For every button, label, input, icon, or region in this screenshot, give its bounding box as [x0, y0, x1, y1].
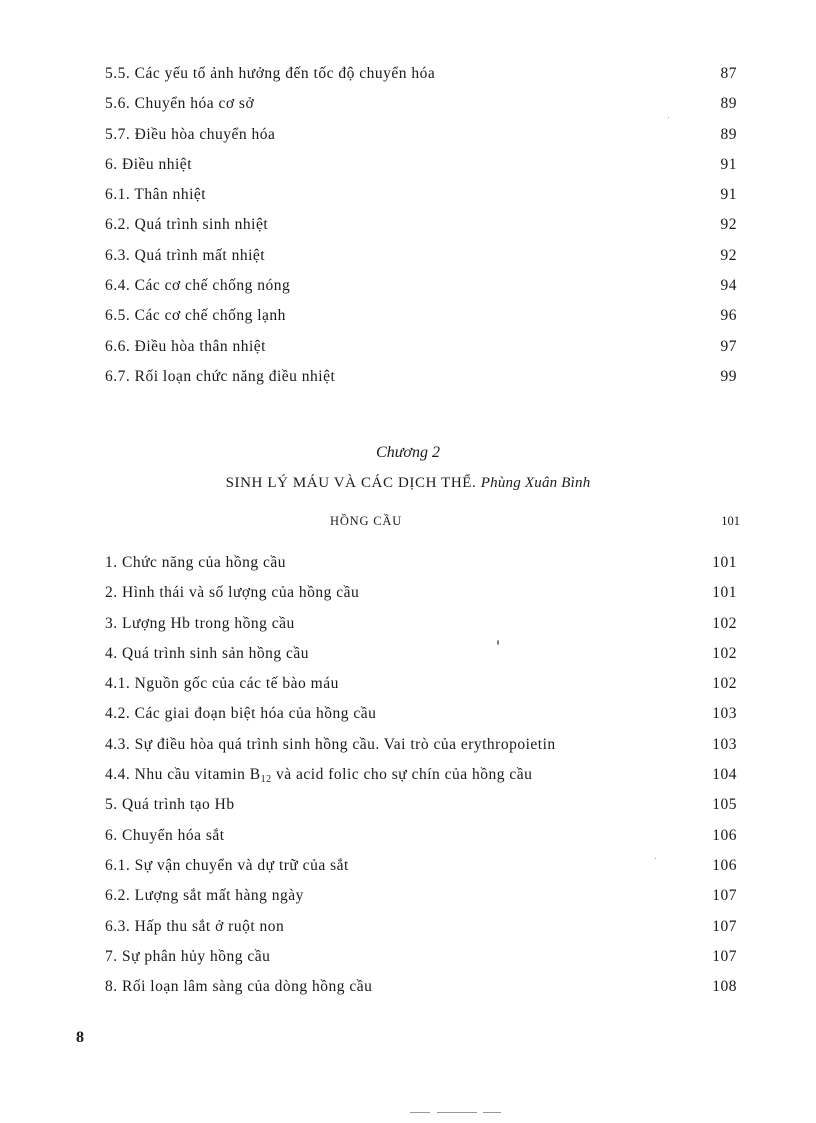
toc-row: [105, 851, 740, 881]
toc-page: 106: [712, 856, 737, 874]
toc-label: 6. Điều nhiệt: [105, 155, 192, 173]
toc-page: 101: [712, 554, 737, 571]
toc-list-bottom: [105, 548, 740, 1002]
toc-label: 4.2. Các giai đoạn biệt hóa của hồng cầu: [105, 705, 377, 723]
toc-label: 4.3. Sự điều hòa quá trình sinh hồng cầu. Vai trò của erythropoietin: [105, 735, 556, 753]
toc-page: 96: [720, 307, 737, 325]
toc-label: 2. Hình thái và số lượng của hồng cầu: [105, 584, 360, 602]
toc-row: [105, 699, 740, 729]
toc-page: 92: [720, 216, 737, 234]
toc-row: [105, 120, 740, 150]
chapter-title: SINH LÝ MÁU VÀ CÁC DỊCH THỂ.: [225, 475, 477, 491]
toc-page: 102: [712, 675, 737, 693]
toc-label: 6. Chuyển hóa sắt: [105, 826, 225, 844]
toc-label: 5. Quá trình tạo Hb: [105, 796, 235, 814]
toc-page: 89: [720, 125, 737, 143]
toc-row: [105, 89, 740, 119]
toc-page: 103: [712, 705, 737, 723]
toc-page: 91: [720, 186, 737, 204]
toc-page: 87: [720, 65, 737, 82]
toc-page: 92: [720, 246, 737, 264]
toc-label: 4.1. Nguồn gốc của các tế bào máu: [105, 675, 339, 693]
toc-label: 3. Lượng Hb trong hồng cầu: [105, 614, 295, 632]
chapter-heading: [0, 475, 816, 492]
toc-label: 8. Rối loạn lâm sàng của dòng hồng cầu: [105, 978, 373, 996]
scan-speck: [655, 858, 656, 859]
toc-page: 99: [720, 367, 737, 385]
toc-label: 6.1. Sự vận chuyển và dự trữ của sắt: [105, 856, 349, 874]
toc-row: [105, 150, 740, 180]
toc-label: 6.1. Thân nhiệt: [105, 186, 207, 204]
toc-row: [105, 241, 740, 271]
toc-row: [105, 332, 740, 362]
toc-page: 97: [720, 337, 737, 355]
toc-row: [105, 972, 740, 1002]
toc-label: 6.3. Hấp thu sắt ở ruột non: [105, 917, 285, 935]
toc-label: 6.3. Quá trình mất nhiệt: [105, 246, 266, 264]
toc-label: 4. Quá trình sinh sản hồng cầu: [105, 644, 309, 662]
toc-row: [105, 730, 740, 760]
toc-label: 6.7. Rối loạn chức năng điều nhiệt: [105, 367, 336, 385]
toc-row: [105, 912, 740, 942]
toc-label: 6.4. Các cơ chế chống nóng: [105, 277, 291, 295]
page-number: 8: [76, 1029, 84, 1046]
toc-page: 106: [712, 826, 737, 844]
toc-label-part: và acid folic cho sự chín của hồng cầu: [271, 766, 533, 784]
toc-row: [105, 942, 740, 972]
toc-page: 103: [712, 735, 737, 753]
toc-label: 7. Sự phân hủy hồng cầu: [105, 947, 271, 965]
toc-row: [105, 59, 740, 89]
toc-label: 5.7. Điều hòa chuyển hóa: [105, 125, 276, 143]
toc-list-top: [105, 59, 740, 392]
toc-row: [105, 790, 740, 820]
toc-label: 6.2. Lượng sắt mất hàng ngày: [105, 887, 304, 905]
toc-row: [105, 362, 740, 392]
toc-label: 1. Chức năng của hồng cầu: [105, 554, 287, 571]
toc-label-subscript: 12: [260, 774, 272, 786]
toc-row: [105, 301, 740, 331]
toc-page: 108: [712, 978, 737, 996]
toc-row: [105, 669, 740, 699]
toc-row: [105, 881, 740, 911]
scan-line: [437, 1112, 477, 1113]
toc-row: [105, 210, 740, 240]
toc-page: 105: [712, 796, 737, 814]
toc-page: 91: [720, 155, 737, 173]
scan-line: [483, 1112, 501, 1113]
scan-speck: [668, 117, 669, 118]
toc-label-part: 4.4. Nhu cầu vitamin B: [105, 766, 261, 784]
toc-page: 102: [712, 644, 737, 662]
toc-page: 102: [712, 614, 737, 632]
toc-page: 89: [720, 95, 737, 113]
scan-line: [410, 1112, 430, 1113]
toc-row: [105, 639, 740, 669]
toc-page: 101: [712, 584, 737, 602]
toc-row: [105, 180, 740, 210]
toc-label: [105, 760, 532, 790]
section-page: 101: [721, 514, 740, 528]
chapter-number: Chương 2: [376, 444, 440, 461]
toc-page: 107: [712, 887, 737, 905]
toc-label: 6.2. Quá trình sinh nhiệt: [105, 216, 269, 234]
toc-row: [105, 760, 740, 790]
toc-page: 104: [712, 766, 737, 784]
toc-label: 6.6. Điều hòa thân nhiệt: [105, 337, 266, 355]
section-title: HỒNG CẦU: [330, 514, 403, 528]
toc-row: [105, 271, 740, 301]
toc-row: [105, 609, 740, 639]
toc-row: [105, 548, 740, 578]
chapter-author: Phùng Xuân Bình: [480, 475, 591, 491]
toc-page: 94: [720, 277, 737, 295]
toc-label: 6.5. Các cơ chế chống lạnh: [105, 307, 286, 325]
toc-row: [105, 821, 740, 851]
toc-label: 5.6. Chuyển hóa cơ sở: [105, 95, 255, 113]
toc-row: [105, 578, 740, 608]
toc-page: 107: [712, 917, 737, 935]
toc-label: 5.5. Các yếu tố ảnh hưởng đến tốc độ chuyển hóa: [105, 65, 436, 82]
scan-speck: [497, 640, 499, 645]
toc-page: 107: [712, 947, 737, 965]
